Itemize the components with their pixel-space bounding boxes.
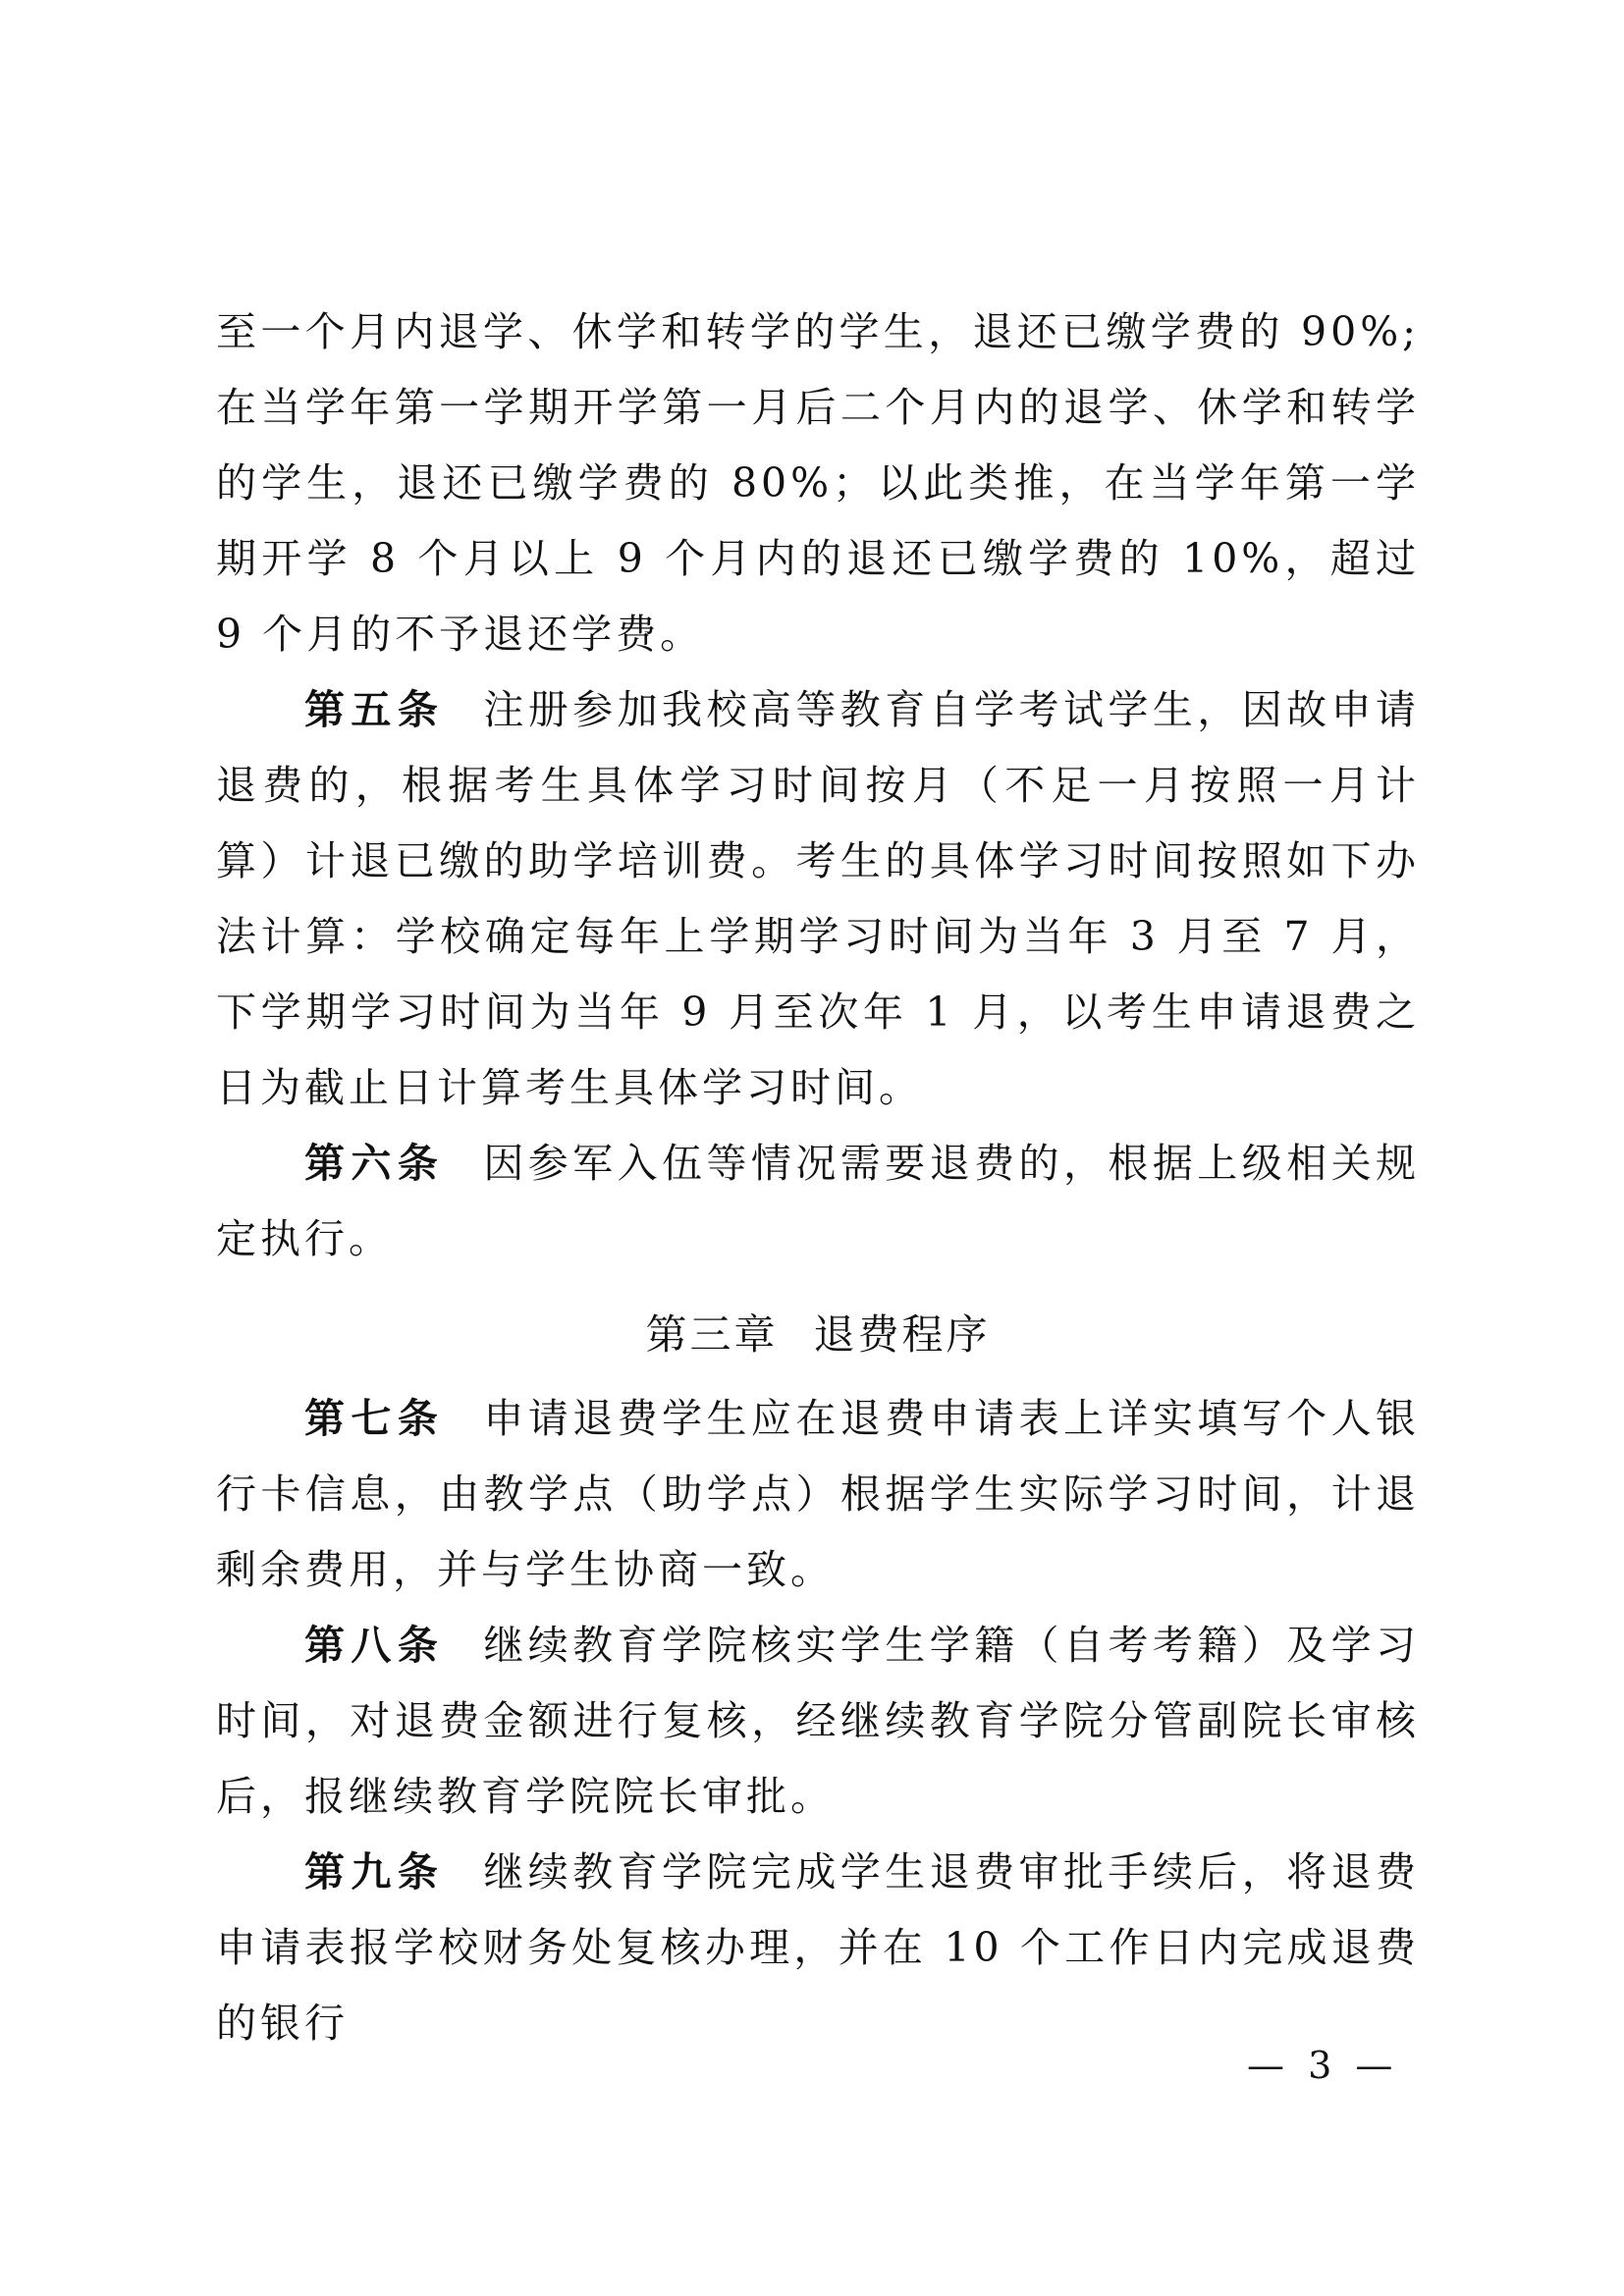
article-8-label: 第八条 [304, 1622, 445, 1669]
page-number: — 3 — [1247, 2044, 1399, 2087]
continuation-paragraph: 至一个月内退学、休学和转学的学生，退还已缴学费的 90%; 在当学年第一学期开学第一月后二个月内的退学、休学和转学的学生，退还已缴学费的 80%；以此类推，在当学年第一学期开学 8 个月以上 9 个月内的退还已缴学费的 10%，超过 9 个月的不予退还学费。 [216, 308, 1420, 658]
article-5-label: 第五条 [304, 686, 445, 733]
article-9-text: 继续教育学院完成学生退费审批手续后，将退费申请表报学校财务处复核办理，并在 10 个工作日内完成退费的银行 [216, 1848, 1421, 2047]
article-5-text: 注册参加我校高等教育自学考试学生，因故申请退费的，根据考生具体学习时间按月（不足一月按照一月计算）计退已缴的助学培训费。考生的具体学习时间按照如下办法计算：学校确定每年上学期学习时间为当年 3 月至 7 月，下学期学习时间为当年 9 月至次年 1 月，以考生申请退费之日为截止日计算考生具体学习时间。 [216, 686, 1421, 1111]
article-8-text: 继续教育学院核实学生学籍（自考考籍）及学习时间，对退费金额进行复核，经继续教育学院分管副院长审核后，报继续教育学院院长审批。 [216, 1622, 1421, 1820]
chapter-number: 第三章 [645, 1310, 779, 1359]
article-6-text: 因参军入伍等情况需要退费的，根据上级相关规定执行。 [216, 1140, 1421, 1262]
chapter-heading [216, 1289, 1420, 1381]
article-9-label: 第九条 [304, 1848, 445, 1896]
article-7-text: 申请退费学生应在退费申请表上详实填写个人银行卡信息，由教学点（助学点）根据学生实际学习时间，计退剩余费用，并与学生协商一致。 [216, 1395, 1421, 1593]
article-9 [216, 1835, 1420, 2061]
article-8 [216, 1608, 1420, 1835]
chapter-title: 退费程序 [813, 1310, 991, 1359]
article-6 [216, 1126, 1420, 1277]
article-5 [216, 672, 1420, 1126]
article-7-label: 第七条 [304, 1395, 445, 1442]
article-7 [216, 1381, 1420, 1608]
article-6-label: 第六条 [304, 1140, 445, 1187]
page-body [216, 294, 1420, 2061]
